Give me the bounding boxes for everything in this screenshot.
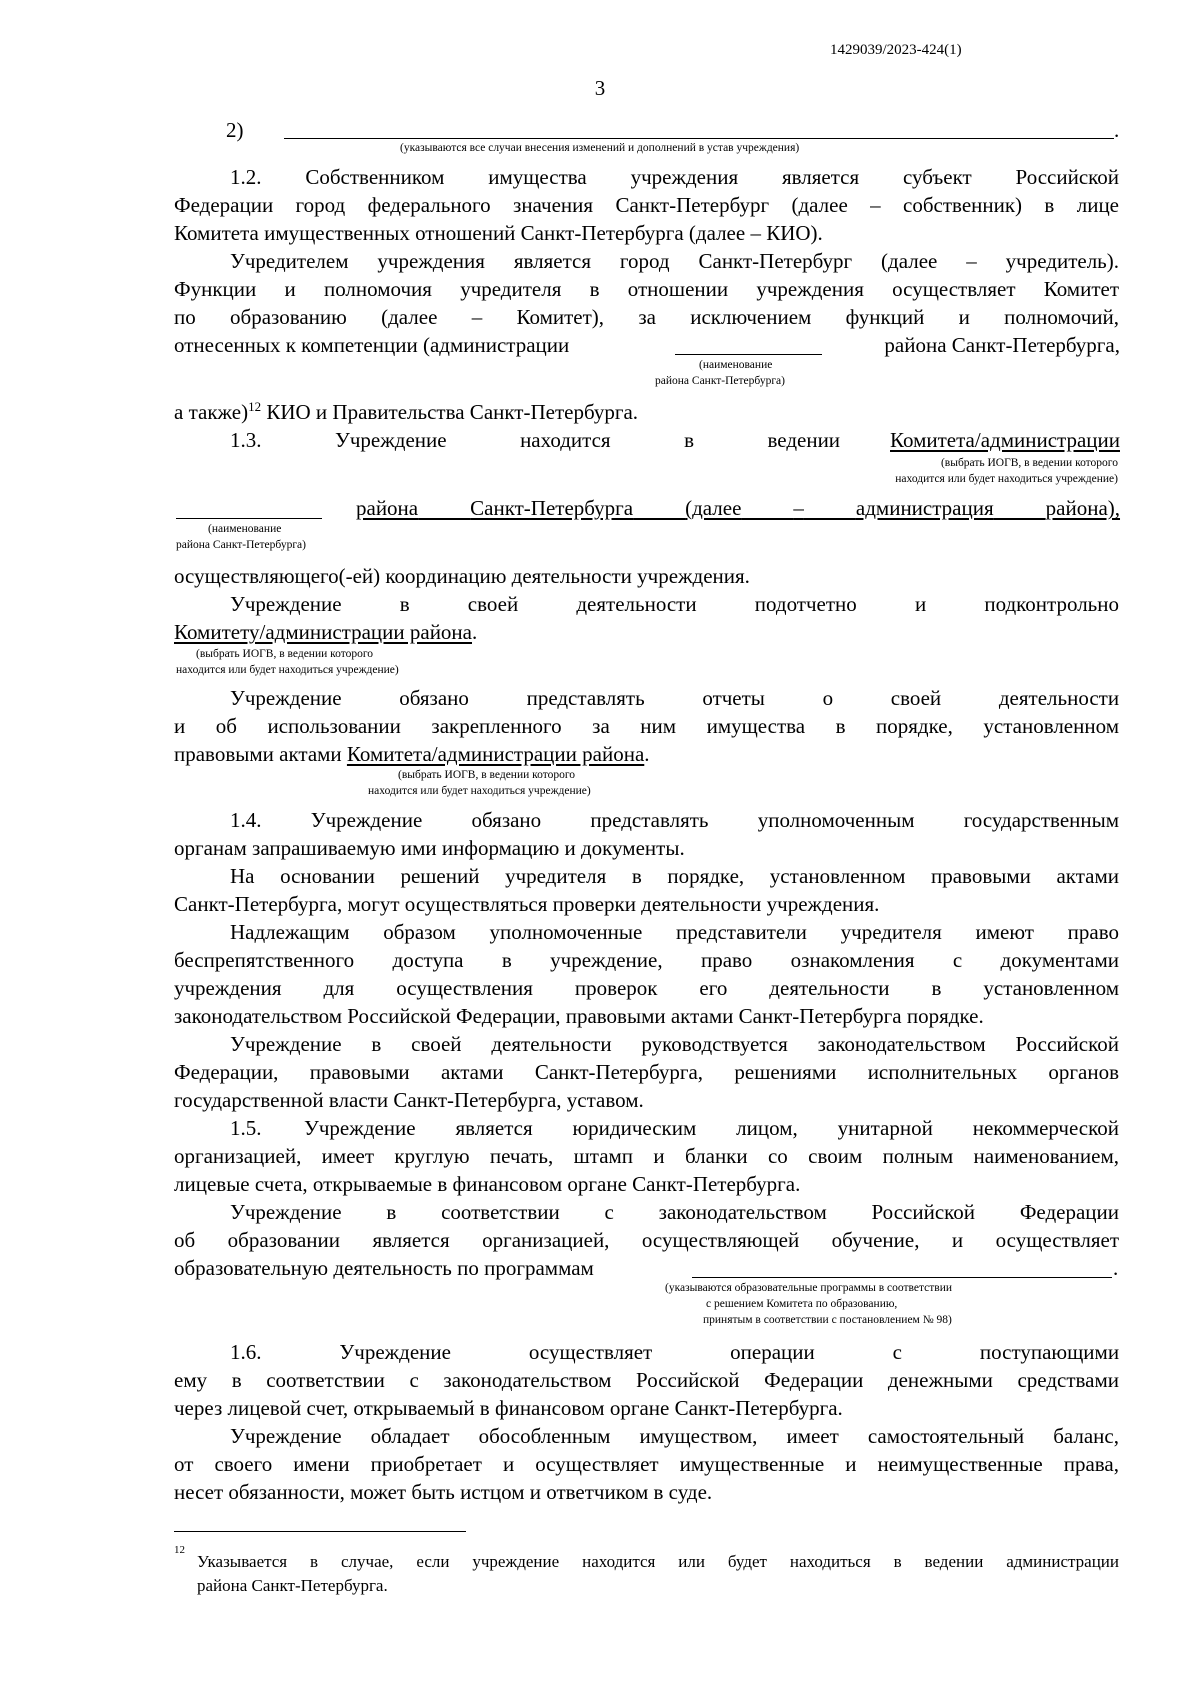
item-2-note: (указываются все случаи внесения изменений и дополнений в устав учреждения)	[400, 142, 800, 154]
report-note-1: (выбрать ИОГВ, в ведении которого	[398, 769, 576, 781]
footnote-separator	[174, 1531, 466, 1532]
programs-note-1: (указываются образовательные программы в соответствии	[665, 1282, 953, 1294]
founder-line-2: Функции и полномочия учредителя в отношении учреждения осуществляет Комитет	[174, 277, 1119, 301]
competence-left: отнесенных к компетенции (администрации	[174, 333, 570, 357]
section-1-5-line-4: Учреждение в соответствии с законодательством Российской Федерации	[230, 1200, 1119, 1224]
section-1-3-line-1: 1.3. Учреждение находится в ведении	[230, 428, 841, 452]
section-1-3-choice: Комитета/администрации	[890, 428, 1120, 452]
section-1-5-line-2: организацией, имеет круглую печать, штамп и бланки со своим полным наименованием,	[174, 1144, 1119, 1168]
section-1-4-line-6: беспрепятственного доступа в учреждение, право ознакомления с документами	[174, 948, 1119, 972]
also-line: а также)$^{12}$ КИО и Правительства Санкт-Петербурга.	[174, 399, 639, 424]
section-1-3-line-2: района Санкт-Петербурга (далее – администрация района),	[356, 496, 1121, 520]
item-2-label: 2)	[226, 118, 244, 142]
section-1-4-line-2: органам запрашиваемую ими информацию и документы.	[174, 836, 685, 860]
district-note-2: района Санкт-Петербурга)	[655, 375, 785, 387]
section-1-4-line-11: государственной власти Санкт-Петербурга, уставом.	[174, 1088, 644, 1112]
programs-dot: .	[1113, 1256, 1119, 1280]
accountable-line-2: Комитету/администрации района.	[174, 620, 478, 644]
coordination-line: осуществляющего(-ей) координацию деятельности учреждения.	[174, 564, 750, 588]
section-1-5-number: 1.5.	[230, 1116, 262, 1140]
founder-line-1: Учредителем учреждения является город Санкт-Петербург (далее – учредитель).	[230, 249, 1119, 273]
accountable-choice: Комитету/администрации района	[174, 620, 472, 644]
competence-right: района Санкт-Петербурга,	[884, 333, 1120, 357]
founder-line-3: по образованию (далее – Комитет), за исключением функций и полномочий,	[174, 305, 1119, 329]
accountable-line-1: Учреждение в своей деятельности подотчетно и подконтрольно	[230, 592, 1119, 616]
section-1-4-line-9: Учреждение в своей деятельности руководствуется законодательством Российской	[230, 1032, 1119, 1056]
document-number: 1429039/2023-424(1)	[830, 42, 962, 58]
report-choice: Комитета/администрации района	[346, 742, 645, 766]
section-1-5-line-5: об образовании является организацией, осуществляющей обучение, и осуществляет	[174, 1228, 1119, 1252]
section-1-4-line-3: На основании решений учредителя в порядке, установленном правовыми актами	[230, 864, 1119, 888]
section-1-3-district-note-2: района Санкт-Петербурга)	[176, 539, 306, 551]
report-note-2: находится или будет находиться учреждение)	[368, 785, 591, 797]
footnote-marker: 12	[174, 1544, 185, 1556]
section-1-5-line-1: Учреждение является юридическим лицом, унитарной некоммерческой	[304, 1116, 1119, 1140]
section-1-5-line-3: лицевые счета, открываемые в финансовом органе Санкт-Петербурга.	[174, 1172, 801, 1196]
section-1-4-line-1: 1.4. Учреждение обязано представлять уполномоченным государственным	[230, 808, 1120, 832]
report-line-1: Учреждение обязано представлять отчеты о своей деятельности	[230, 686, 1120, 710]
programs-note-2: с решением Комитета по образованию,	[706, 1298, 898, 1310]
section-1-2-line-3: Комитета имущественных отношений Санкт-Петербурга (далее – КИО).	[174, 221, 823, 245]
section-1-6-line-3: через лицевой счет, открываемый в финансовом органе Санкт-Петербурга.	[174, 1396, 843, 1420]
programs-blank-line	[692, 1277, 1112, 1278]
section-1-6-line-6: несет обязанности, может быть истцом и ответчиком в суде.	[174, 1480, 713, 1504]
item-2-dot: .	[1114, 118, 1120, 142]
section-1-3-district-note-1: (наименование	[208, 523, 282, 535]
report-line-3: правовыми актами Комитета/администрации района.	[174, 742, 650, 766]
footnote-line-2: района Санкт-Петербурга.	[197, 1576, 388, 1595]
programs-note-3: принятым в соответствии с постановлением № 98)	[703, 1314, 952, 1326]
section-1-3-choice-note-1: (выбрать ИОГВ, в ведении которого	[940, 457, 1118, 469]
district-blank-line	[675, 354, 822, 355]
section-1-4-line-7: учреждения для осуществления проверок его деятельности в установленном	[174, 976, 1119, 1000]
section-1-4-line-4: Санкт-Петербурга, могут осуществляться проверки деятельности учреждения.	[174, 892, 880, 916]
section-1-6-line-1: 1.6. Учреждение осуществляет операции с поступающими	[230, 1340, 1120, 1364]
district-note-1: (наименование	[699, 359, 773, 371]
section-1-6-line-4: Учреждение обладает обособленным имуществом, имеет самостоятельный баланс,	[230, 1424, 1119, 1448]
section-1-6-line-2: ему в соответствии с законодательством Российской Федерации денежными средствами	[174, 1368, 1119, 1392]
section-1-4-line-10: Федерации, правовыми актами Санкт-Петербурга, решениями исполнительных органов	[174, 1060, 1119, 1084]
section-1-4-line-8: законодательством Российской Федерации, правовыми актами Санкт-Петербурга порядке.	[174, 1004, 984, 1028]
programs-line: образовательную деятельность по программам	[174, 1256, 594, 1280]
accountable-note-1: (выбрать ИОГВ, в ведении которого	[196, 648, 374, 660]
footnote-ref-12[interactable]: 12	[248, 399, 262, 414]
item-2-blank-line	[284, 138, 1114, 139]
page-number: 3	[594, 76, 606, 100]
footnote-line-1: Указывается в случае, если учреждение находится или будет находиться в ведении администрации	[197, 1552, 1119, 1571]
section-1-6-line-5: от своего имени приобретает и осуществляет имущественные и неимущественные права,	[174, 1452, 1119, 1476]
accountable-note-2: находится или будет находиться учреждение)	[176, 664, 399, 676]
report-line-2: и об использовании закрепленного за ним имущества в порядке, установленном	[174, 714, 1119, 738]
section-1-3-choice-note-2: находится или будет находиться учреждение)	[895, 473, 1118, 485]
section-1-4-line-5: Надлежащим образом уполномоченные представители учредителя имеют право	[230, 920, 1119, 944]
section-1-2-line-2: Федерации город федерального значения Санкт-Петербург (далее – собственник) в лице	[174, 193, 1119, 217]
section-1-2-line-1: 1.2. Собственником имущества учреждения является субъект Российской	[230, 165, 1120, 189]
section-1-3-district-blank	[176, 518, 322, 519]
